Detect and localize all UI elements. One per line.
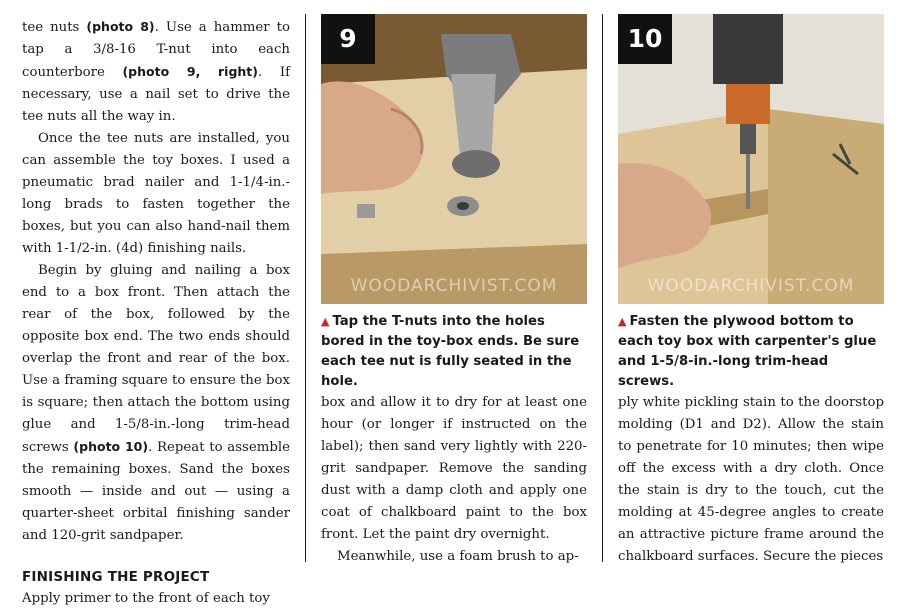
middle-column xyxy=(321,0,587,568)
photo-reference: (photo 10) xyxy=(73,439,149,454)
paragraph-assembly: Once the tee nuts are installed, you can assemble the toy boxes. I used a pneumatic brad nailer and 1-1/4-in.-long brads to fasten together the boxes, but you can also hand-nail them with 1-1/2-in. (4d) finishing nails. xyxy=(22,131,290,256)
photo-number-badge: 10 xyxy=(618,14,672,64)
watermark: WOODARCHIVIST.COM xyxy=(647,276,855,296)
triangle-marker-icon: ▲ xyxy=(618,315,627,328)
column-divider xyxy=(602,14,603,562)
paragraph-tee-nuts: tee nuts (photo 8). Use a hammer to tap a 3/8-16 T-nut into each counterbore (photo 9, right). If necessary, use a nail set to drive the tee nuts all the way in. xyxy=(22,19,290,124)
photo-10 xyxy=(618,14,884,304)
paragraph-pickling-stain: ply white pickling stain to the doorstop molding (D1 and D2). Allow the stain to penetrate for 10 minutes; then wipe off the excess with a dry cloth. Once the stain is dry to the touch, cut the molding at 45-degree angles to create an attractive picture frame around the chalkboard surfaces. Secure the pieces xyxy=(618,395,884,564)
triangle-marker-icon: ▲ xyxy=(321,315,330,328)
photo-9 xyxy=(321,14,587,304)
photo-number-badge: 9 xyxy=(321,14,375,64)
paragraph-gluing: Begin by gluing and nailing a box end to a box front. Then attach the rear of the box, followed by the opposite box end. The two ends should overlap the front and rear of the box. Use a framing square to ensure the box is square; then attach the bottom using glue and 1-5/8-in.-long trim-head screws (photo 10). Repeat to assemble the remaining boxes. Sand the boxes smooth — inside and out — using a quarter-sheet orbital finishing sander and 120-grit sandpaper. xyxy=(22,263,290,543)
watermark: WOODARCHIVIST.COM xyxy=(350,276,558,296)
column-divider xyxy=(305,14,306,562)
section-heading: FINISHING THE PROJECT xyxy=(22,569,210,585)
paragraph-primer: Apply primer to the front of each toy xyxy=(22,591,270,606)
photo-caption: ▲ Fasten the plywood bottom to each toy box with carpenter's glue and 1-5/8-in.-long trim-head screws. xyxy=(618,314,877,389)
photo-reference: (photo 8) xyxy=(86,19,155,34)
photo-caption: ▲ Tap the T-nuts into the holes bored in the toy-box ends. Be sure each tee nut is fully seated in the hole. xyxy=(321,314,580,389)
paragraph-foam-brush: Meanwhile, use a foam brush to ap- xyxy=(337,549,579,564)
left-column xyxy=(22,16,290,610)
photo-reference: (photo 9, right) xyxy=(122,64,259,79)
paragraph-chalkboard-paint: box and allow it to dry for at least one hour (or longer if instructed on the label); then sand very lightly with 220-grit sandpaper. Remove the sanding dust with a damp cloth and apply one coat of chalkboard paint to the box front. Let the paint dry overnight. xyxy=(321,395,587,542)
right-column xyxy=(618,0,884,568)
